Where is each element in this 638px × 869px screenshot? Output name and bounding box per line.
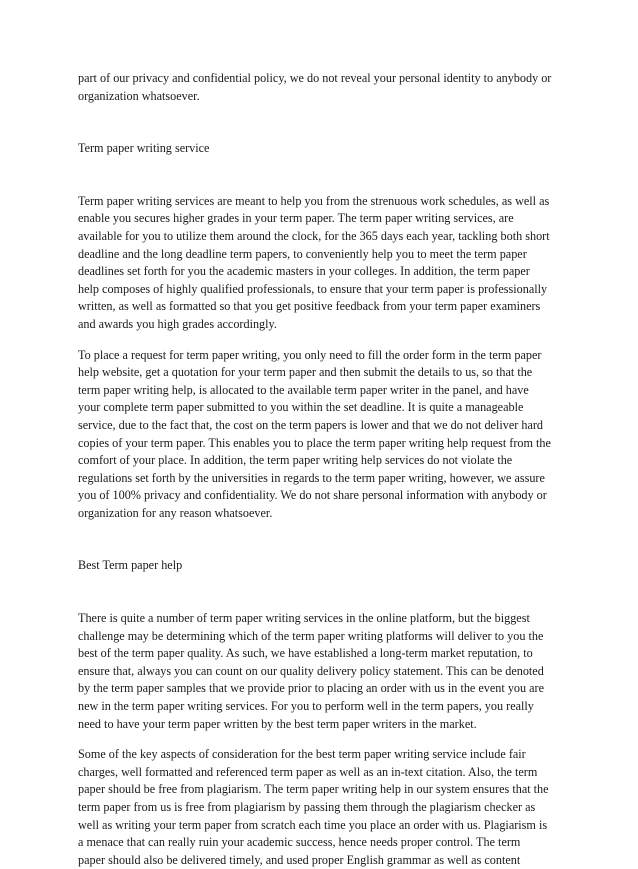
intro-paragraph bbox=[78, 70, 570, 105]
text-line: best of the term paper quality. As such, we have established a long-term market reputation, to bbox=[78, 646, 533, 661]
text-line: available for you to utilize them around the clock, for the 365 days each year, tackling both short bbox=[78, 228, 550, 243]
text-line: help website, get a quotation for your term paper and then submit the details to us, so that the bbox=[78, 365, 533, 380]
text-line: There is quite a number of term paper writing services in the online platform, but the biggest bbox=[78, 611, 530, 626]
text-line: comfort of your place. In addition, the term paper writing help services do not violate the bbox=[78, 453, 513, 468]
section-heading-term-paper-writing-service: Term paper writing service bbox=[78, 141, 210, 156]
text-line: by the term paper samples that we provide prior to placing an order with us in the event you are bbox=[78, 681, 545, 696]
text-line: regulations set forth by the universities in regards to the term paper writing, however, we assure bbox=[78, 470, 545, 485]
text-line: term paper writing help, is allocated to the available term paper writer in the panel, and have bbox=[78, 382, 529, 397]
text-line: service, due to the fact that, the cost on the term papers is lower and that we do not deliver hard bbox=[78, 417, 543, 432]
paragraph-best-help bbox=[78, 610, 570, 733]
text-line: enable you secures higher grades in your term paper. The term paper writing services, are bbox=[78, 211, 514, 226]
text-line: copies of your term paper. This enables you to place the term paper writing help request from the bbox=[78, 435, 551, 450]
text-line: organization whatsoever. bbox=[78, 88, 200, 103]
paragraph-place-request bbox=[78, 347, 570, 523]
text-line: term paper from us is free from plagiarism by passing them through the plagiarism checker as bbox=[78, 800, 536, 814]
section-heading-best-term-paper-help: Best Term paper help bbox=[78, 558, 183, 573]
text-line: help composes of highly qualified professionals, to ensure that your term paper is professionally bbox=[78, 281, 548, 296]
text-line: charges, well formatted and referenced term paper as well as an in-text citation. Also, the term bbox=[78, 764, 538, 779]
text-line: written, as well as formatted so that you get positive feedback from your term paper examiners bbox=[78, 299, 541, 314]
text-line: ensure that, always you can count on our quality delivery policy statement. This can be denoted bbox=[78, 663, 544, 678]
text-line: paper should be free from plagiarism. The term paper writing help in our system ensures that the bbox=[78, 782, 549, 797]
text-line: you of 100% privacy and confidentiality. We do not share personal information with anybody or bbox=[78, 488, 547, 503]
text-line: paper should also be delivered timely, and used proper English grammar as well as content bbox=[78, 852, 521, 867]
text-line: your complete term paper submitted to you within the set deadline. It is quite a manageable bbox=[78, 400, 524, 415]
text-line: need to have your term paper written by the best term paper writers in the market. bbox=[78, 716, 477, 731]
text-line: part of our privacy and confidential policy, we do not reveal your personal identity to anybody or bbox=[78, 71, 552, 85]
text-line: well as writing your term paper from scratch each time you place an order with us. Plagiarism is bbox=[78, 817, 548, 832]
paragraph-services bbox=[78, 193, 570, 334]
text-line: Some of the key aspects of consideration for the best term paper writing service include fair bbox=[78, 747, 526, 762]
text-line: Term paper writing services are meant to help you from the strenuous work schedules, as well as bbox=[78, 193, 550, 208]
paragraph-key-aspects bbox=[78, 746, 570, 869]
document-body bbox=[78, 70, 570, 869]
text-line: and awards you high grades accordingly. bbox=[78, 316, 277, 331]
text-line: challenge may be determining which of the term paper writing platforms will deliver to you the bbox=[78, 628, 544, 643]
text-line: new in the term paper writing services. For you to perform well in the term papers, you really bbox=[78, 699, 534, 714]
text-line: deadlines set forth for you the academic masters in your colleges. In addition, the term paper bbox=[78, 264, 530, 279]
text-line: organization for any reason whatsoever. bbox=[78, 505, 273, 520]
text-line: To place a request for term paper writing, you only need to fill the order form in the term paper bbox=[78, 347, 542, 362]
text-line: deadline and the long deadline term papers, to conveniently help you to meet the term paper bbox=[78, 246, 527, 261]
text-line: a menace that can really ruin your academic success, hence needs proper control. The term bbox=[78, 835, 521, 850]
